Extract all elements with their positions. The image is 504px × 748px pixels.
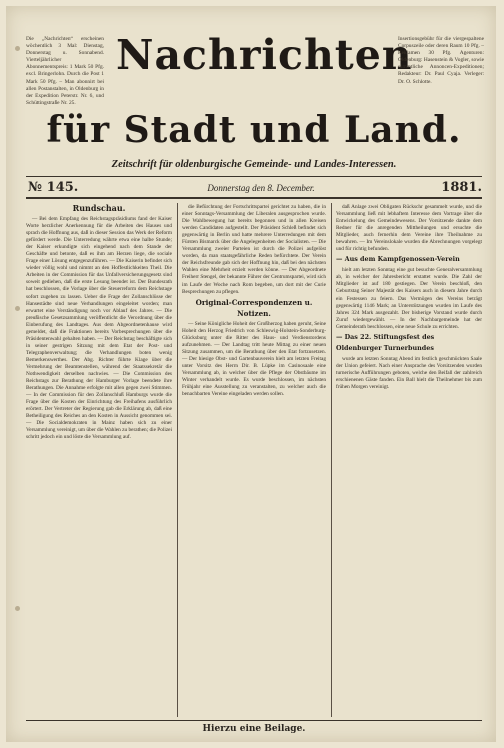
issue-number: № 145. [28, 180, 79, 195]
column-divider [331, 203, 332, 717]
article-heading-turnerbund: — Das 22. Stiftungsfest des Oldenburger Turnerbundes [336, 332, 435, 352]
issue-year: 1881. [441, 180, 482, 195]
binding-hole [15, 46, 20, 51]
divider [26, 176, 482, 177]
article-text: daß Anlage zwei Obligaten Rückschr gesammelt wurde, und die Versammlung ließ mit lebhaftem Interesse dem Vortrage über die Entwickelung des Gemeindewesens. Der Vorsitzende dankte dem Redner für die anregenden Mittheilungen und ersuchte die Mitglieder, auch fernerhin dem Vereine ihre Theilnahme zu bewahren. — Im Vereinslokale wurden die Abrechnungen vorgelegt und für richtig befunden. [336, 204, 482, 253]
divider [26, 197, 482, 199]
article-text: — Bei dem Empfang des Reichstagspräsidiums fand der Kaiser Worte herzlicher Anerkennung für die Arbeiten des Hauses und sprach die Hoffnung aus, daß in dieser Session das Werk der Reform gefördert werde. Die Unterredung währte etwa eine halbe Stunde; der Kaiser erkundigte sich eingehend nach dem Stande der Geschäfte und betonte, daß es ihm am Herzen liege, die sociale Frage einer Lösung entgegenzuführen. — Die Kaiserin befindet sich wieder völlig wohl und nimmt an den Hoffestlichkeiten Theil. Die Arbeiten in der Commission für das Unfallversicherungsgesetz sind soweit gediehen, daß die erste Lesung beendet ist. Der Bundesrath hat beschlossen, die Vorlage über die Steuerreform dem Reichstage sofort zugehen zu lassen. Ueber die Frage der Zollanschlüsse der Hansestädte sind neue Verhandlungen eingeleitet worden; man erwartet eine Verständigung noch vor Ablauf des Jahres. — Die preußische Gesetzsammlung veröffentlicht die Verordnung über die Einberufung des Landtages. Aus dem Abgeordnetenhause wird gemeldet, daß die Fraktionen bereits Vorbesprechungen über die Präsidentenwahl gehalten haben. — Der Reichstag beschäftigte sich in seiner gestrigen Sitzung mit dem Etat der Post- und Telegraphenverwaltung; die Verhandlungen boten wenig Bemerkenswerthes. Der Abg. Richter führte Klage über die Vermehrung der Beamtenstellen, während der Staatssekretär die Nothwendigkeit derselben nachwies. — Die Commission des Reichstags zur Berathung der Hamburger Vorlage beendete ihre Berathungen. Die Annahme erfolgte mit allen gegen zwei Stimmen. — In der Commission für den Zollanschluß Hamburgs wurde die Frage über die Kosten der Einrichtung des Freihafens ausführlich erörtert. Der Vertreter der Regierung gab die Erklärung ab, daß eine Betheiligung des Reiches an den Kosten in Aussicht genommen sei. — Die Socialdemokraten in Mainz haben sich zu einer Versammlung vereinigt, um über die Wahlen zu berathen; die Polizei schritt jedoch ein und löste die Versammlung auf. [26, 216, 172, 441]
issue-date: Donnerstag den 8. December. [207, 183, 315, 193]
column-2 [182, 204, 326, 718]
article-text: hielt am letzten Sonntag eine gut besuchte Generalversammlung ab, in welcher der Jahresbericht erstattet wurde. Die Zahl der Mitglieder ist auf 180 gestiegen. Der Verein beschloß, den Geburtstag Seiner Majestät des Kaisers auch in diesem Jahre durch ein Festessen zu feiern. Das Vermögen des Vereins beträgt gegenwärtig 1146 Mark; an Unterstützungen wurden im Laufe des Jahres 324 Mark ausgezahlt. Der bisherige Vorstand wurde durch Zuruf wiedergewählt. — In der Nachbargemeinde hat der Gemeinderath beschlossen, eine neue Schule zu errichten. [336, 267, 482, 330]
column-1 [26, 202, 172, 718]
supplement-note: Hierzu eine Beilage. [202, 724, 306, 734]
article-text: wurde am letzten Sonntag Abend im festlich geschmückten Saale der Union gefeiert. Nach einer Ansprache des Vorsitzenden wurden turnerische Aufführungen geboten, welche den Beifall der zahlreich erschienenen Gäste fanden. Ein Ball hielt die Theilnehmer bis zum frühen Morgen vereinigt. [336, 355, 482, 390]
article-heading-veterans: — Aus dem Kampfgenossen-Verein [336, 255, 460, 264]
subscription-info: Die „Nachrichten“ erscheinen wöchentlich 3 Mal: Dienstag, Donnerstag u. Sonnabend. Vierteljährlicher Abonnementspreis: 1 Mark 50 Pfg. excl. Bringerlohn. Durch die Post 1 Mark 50 Pfg. – Man abonnirt bei allen Postanstalten, in Oldenburg in der Expedition Peterstr. Nr. 6, und Schüttingstraße Nr. 25. [26, 36, 104, 106]
masthead-title-line1: Nachrichten [116, 31, 413, 79]
masthead-title-line2: für Stadt und Land. [46, 109, 462, 151]
section-heading-correspondence: Original-Correspondenzen u. Notizen. [195, 297, 313, 318]
article-text: — Seine Königliche Hoheit der Großherzog haben geruht, Seine Hoheit den Herzog Friedrich von Schleswig-Holstein-Sonderburg-Glücksburg unter die Ritter des Haus- und Verdienstordens aufzunehmen. — Der Landtag tritt heute Mittag zu einer neuen Sitzung zusammen, um die Berathung über den Etat fortzusetzen. — Der hiesige Obst- und Gartenbauverein hielt am letzten Freitag unter Vorsitz des Herrn Dir. B. Lüpke im Casinosaale eine Versammlung ab, in welcher über die Pflege der Obstbäume im Winter verhandelt wurde. Es wurde beschlossen, im nächsten Frühjahr eine Ausstellung zu veranstalten, zu welcher auch die benachbarten Vereine eingeladen werden sollen. [182, 320, 326, 398]
advertising-info: Insertionsgebühr für die viergespaltene Corpuszeile oder deren Raum 10 Pfg. – Reklamen 30 Pfg. Agenturen: Oldenburg: Hasenstein & Vogler, sowie sämmtliche Annoncen-Expeditionen; Redakteur: Dr. Paul Cyaja. Verleger: Dr. O. Schlotte. [398, 36, 484, 85]
article-text: die Befürchtung der Fortschrittspartei gerichtet zu haben, die in einer Sonntags-Versammlung der Liberalen ausgesprochen wurde. Die Wahlbewegung hat bereits begonnen und in allen Kreisen werden Candidaten aufgestellt. Der Präsident Schleß befindet sich gegenwärtig in Berlin und hatte mehrere Unterredungen mit dem Fürsten Bismarck über die Angelegenheiten der Socialisten. — Die Versammlung zweier Parteien ist durch die Polizei aufgelöst worden, da man staatsgefährliche Reden befürchtete. Der Verein der Reichsfreunde gab sich der Hoffnung hin, daß bei den nächsten Wahlen eine Mehrheit erzielt werden könne. — Der Abgeordnete Freiherr Stengel, der bekannte Führer der Centrumspartei, wird sich im Laufe der Woche nach Rom begeben, um dort mit der Curie Besprechungen zu pflegen. [182, 204, 326, 295]
binding-hole [15, 606, 20, 611]
divider [26, 720, 482, 721]
column-divider [177, 203, 178, 717]
masthead-subtitle: Zeitschrift für oldenburgische Gemeinde- und Landes-Interessen. [111, 159, 397, 170]
column-3 [336, 204, 482, 718]
section-heading-rundschau: Rundschau. [72, 203, 126, 213]
binding-hole [15, 306, 20, 311]
newspaper-page [6, 6, 496, 742]
